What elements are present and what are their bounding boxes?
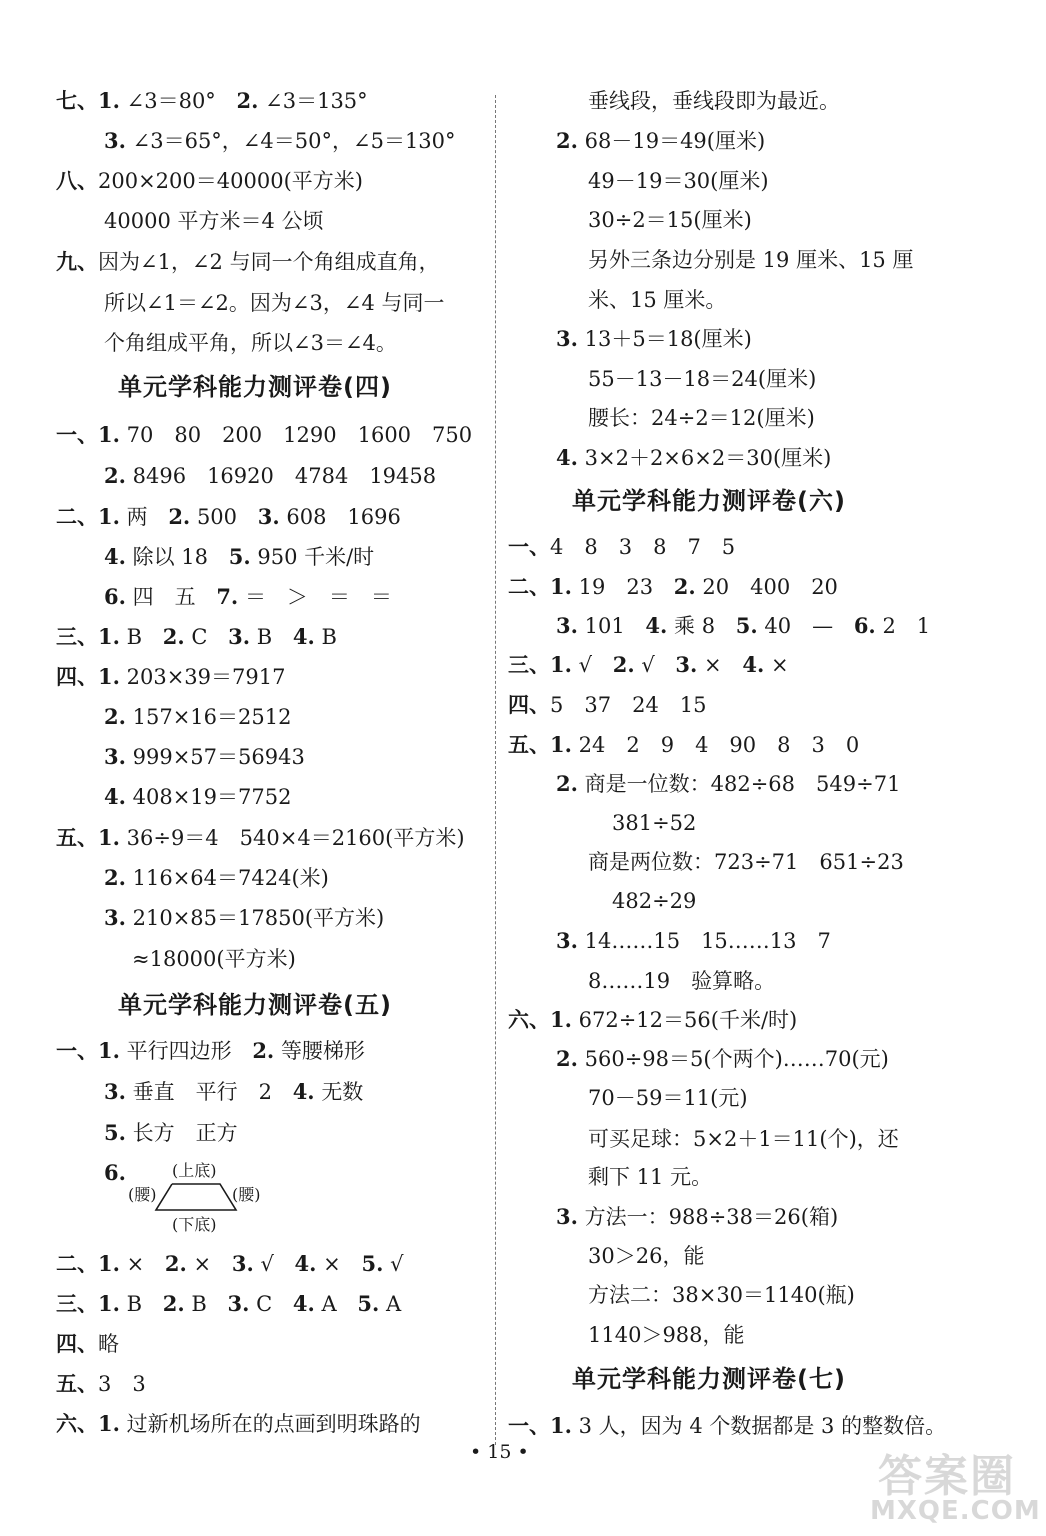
item-number: 4.	[742, 652, 765, 677]
answer-line	[56, 1249, 403, 1279]
answer-text: C	[256, 1292, 273, 1316]
item-number: 2.	[104, 463, 126, 488]
answer-line	[588, 364, 816, 394]
item-number: 5.	[357, 1291, 380, 1316]
answer-line	[556, 1202, 838, 1232]
answer-text: ×	[193, 1252, 212, 1276]
answer-text: 等腰梯形	[280, 1039, 365, 1063]
answer-line	[104, 461, 436, 491]
answer-line	[56, 247, 440, 277]
answer-text: 49－19＝30(厘米)	[588, 169, 769, 193]
answer-line	[104, 702, 291, 732]
item-number: 四、	[508, 692, 550, 717]
answer-line	[56, 86, 368, 116]
section-heading: 单元学科能力测评卷(六)	[572, 487, 846, 515]
answer-text: √	[390, 1252, 404, 1276]
answer-line	[612, 886, 696, 916]
item-number: 3.	[231, 1251, 254, 1276]
answer-text: ≈18000(平方米)	[132, 947, 296, 971]
answer-text: 560÷98＝5(个两个)……70(元)	[584, 1047, 889, 1071]
trapezoid-label-left: (腰)	[128, 1185, 157, 1204]
item-number: 2.	[673, 574, 696, 599]
answer-line	[56, 662, 285, 692]
answer-line	[132, 944, 296, 974]
answer-line	[104, 903, 384, 933]
item-number: 4.	[645, 613, 668, 638]
item-number: 3.	[556, 326, 578, 351]
answer-text: 8496 16920 4784 19458	[132, 464, 437, 488]
answer-text: 101	[584, 614, 625, 638]
item-number: 五、1.	[56, 825, 120, 850]
answer-line	[56, 1409, 421, 1439]
item-number: 八、	[56, 168, 98, 193]
answer-line	[588, 86, 840, 116]
answer-text: 30＞26，能	[588, 1244, 705, 1268]
answer-text: √	[260, 1252, 274, 1276]
answer-line	[588, 1241, 704, 1271]
answer-text: 13＋5＝18(厘米)	[584, 327, 752, 351]
answer-text: ＝ ＞ ＝ ＝	[244, 585, 392, 609]
item-number: 二、1.	[56, 504, 120, 529]
answer-text: 可买足球：5×2＋1＝11(个)，还	[588, 1127, 899, 1151]
answer-text: 个角组成平角，所以∠3＝∠4。	[104, 331, 397, 355]
answer-text: 平行四边形	[126, 1039, 232, 1063]
item-number: 3.	[104, 905, 126, 930]
section-heading: 单元学科能力测评卷(七)	[572, 1365, 846, 1393]
item-number: 3.	[556, 928, 578, 953]
answer-text: ∠3＝135°	[265, 89, 368, 113]
answer-text: 40 —	[764, 614, 834, 638]
answer-text: 70 80 200 1290 1600 750	[126, 423, 473, 447]
answer-text: ×	[704, 653, 722, 677]
answer-text: 米、15 厘米。	[588, 288, 727, 312]
item-number: 5.	[361, 1251, 384, 1276]
answer-line	[588, 403, 815, 433]
answer-text: B	[126, 1292, 143, 1316]
answer-text: 略	[98, 1332, 119, 1356]
answer-line	[104, 206, 324, 236]
answer-text: A	[321, 1292, 337, 1316]
answer-line	[588, 1162, 712, 1192]
answer-line	[588, 1280, 855, 1310]
answer-text: 381÷52	[612, 811, 697, 835]
answer-text: 672÷12＝56(千米/时)	[578, 1008, 798, 1032]
item-number: 二、1.	[56, 1251, 120, 1276]
answer-text: 1140＞988，能	[588, 1323, 745, 1347]
answer-text: 方法一：988÷38＝26(箱)	[584, 1205, 839, 1229]
item-number: 2.	[252, 1038, 275, 1063]
answer-line	[556, 126, 765, 156]
item-number: 4.	[556, 445, 578, 470]
item-number: 一、	[508, 534, 550, 559]
answer-text: √	[578, 653, 593, 677]
answer-line	[588, 966, 775, 996]
item-number: 3.	[675, 652, 698, 677]
answer-line	[56, 166, 363, 196]
answer-text: 3×2＋2×6×2＝30(厘米)	[584, 446, 832, 470]
item-number: 2.	[162, 624, 185, 649]
answer-line	[56, 1329, 119, 1359]
answer-line	[56, 622, 337, 652]
item-number: 5.	[104, 1120, 126, 1145]
answer-line	[104, 782, 291, 812]
trapezoid-diagram	[128, 1158, 278, 1236]
page-number: • 15 •	[470, 1441, 529, 1463]
answer-text: 8……19 验算略。	[588, 969, 776, 993]
item-number: 六、1.	[508, 1007, 572, 1032]
item-number: 4.	[292, 1291, 315, 1316]
item-number: 4.	[104, 784, 126, 809]
answer-text: 68－19＝49(厘米)	[584, 129, 766, 153]
answer-text: 19 23	[578, 575, 654, 599]
item-number: 6.	[104, 584, 126, 609]
trapezoid-label-bottom: (下底)	[172, 1215, 217, 1234]
answer-line	[56, 823, 465, 853]
item-number: 2.	[556, 1046, 578, 1071]
answer-text: 200×200＝40000(平方米)	[98, 169, 363, 193]
answer-text: 24 2 9 4 90 8 3 0	[578, 733, 860, 757]
answer-line	[56, 1036, 365, 1066]
item-number: 三、1.	[56, 624, 120, 649]
watermark-url: MXQE.COM	[870, 1496, 1041, 1526]
answer-text: 商是两位数：723÷71 651÷23	[588, 850, 904, 874]
answer-line	[556, 1044, 889, 1074]
answer-line	[508, 532, 735, 562]
answer-text: 36÷9＝4 540×4＝2160(平方米)	[126, 826, 465, 850]
answer-text: 3 3	[98, 1372, 146, 1396]
answer-line	[556, 769, 900, 799]
answer-text: 30÷2＝15(厘米)	[588, 208, 752, 232]
answer-text: √	[641, 653, 655, 677]
answer-line	[508, 690, 707, 720]
answer-line	[588, 1124, 899, 1154]
item-number: 一、1.	[508, 1413, 572, 1438]
answer-text: 腰长：24÷2＝12(厘米)	[588, 406, 815, 430]
item-number: 2.	[556, 128, 578, 153]
answer-line	[56, 502, 401, 532]
answer-line	[56, 1369, 146, 1399]
answer-text: 两	[126, 505, 148, 529]
answer-text: 四 五	[132, 585, 196, 609]
answer-text: 14……15 15……13 7	[584, 929, 831, 953]
item-number: 6.	[853, 613, 876, 638]
item-number: 2.	[612, 652, 635, 677]
answer-text: ×	[126, 1252, 145, 1276]
trapezoid-label-top: (上底)	[172, 1161, 217, 1180]
answer-text: 垂直 平行 2	[132, 1080, 272, 1104]
item-number: 五、1.	[508, 732, 572, 757]
item-number: 五、	[56, 1371, 98, 1396]
answer-line	[556, 324, 752, 354]
item-number: 2.	[556, 771, 578, 796]
item-number: 3.	[104, 744, 126, 769]
answer-text: A	[386, 1292, 402, 1316]
answer-text: ×	[323, 1252, 341, 1276]
trapezoid-outline	[156, 1184, 236, 1210]
item-number: 2.	[104, 865, 126, 890]
answer-line	[508, 572, 838, 602]
item-number: 4.	[292, 1079, 315, 1104]
answer-text: ∠3＝80°	[126, 89, 216, 113]
answer-text: 608 1696	[286, 505, 401, 529]
watermark-text: 答案圈	[878, 1451, 1016, 1502]
section-heading: 单元学科能力测评卷(五)	[118, 991, 392, 1019]
answer-text: 500	[196, 505, 238, 529]
answer-text: B	[321, 625, 337, 649]
answer-line	[104, 582, 392, 612]
item-number: 3.	[104, 1079, 126, 1104]
answer-line	[508, 650, 789, 680]
item-number: 2.	[168, 504, 191, 529]
answer-line	[104, 1118, 238, 1148]
item-number: 5.	[735, 613, 758, 638]
answer-line	[556, 443, 831, 473]
answer-text: 垂线段，垂线段即为最近。	[588, 89, 840, 113]
answer-text: ×	[770, 653, 789, 677]
item-number: 2.	[164, 1251, 187, 1276]
item-number: 四、1.	[56, 664, 120, 689]
answer-line	[508, 730, 859, 760]
item-number: 2.	[104, 704, 126, 729]
answer-text: 203×39＝7917	[126, 665, 286, 689]
item-number: 2.	[236, 88, 259, 113]
item-number: 3.	[228, 624, 251, 649]
answer-line	[588, 205, 752, 235]
answer-line	[588, 1320, 745, 1350]
answer-text: B	[126, 625, 143, 649]
answer-text: 116×64＝7424(米)	[132, 866, 329, 890]
answer-text: 长方 正方	[132, 1121, 238, 1145]
item-number: 三、1.	[56, 1291, 120, 1316]
watermark-logo	[860, 1440, 1040, 1532]
answer-text: 408×19＝7752	[132, 785, 292, 809]
answer-text: C	[191, 625, 208, 649]
item-number: 3.	[104, 128, 126, 153]
answer-text: 方法二：38×30＝1140(瓶)	[588, 1283, 855, 1307]
answer-line	[104, 126, 456, 156]
answer-line	[588, 285, 726, 315]
item-number: 一、1.	[56, 422, 120, 447]
answer-text: 2 1	[882, 614, 931, 638]
answer-text: 过新机场所在的点画到明珠路的	[126, 1412, 421, 1436]
item-number: 4.	[104, 544, 126, 569]
item-number: 6.	[104, 1160, 126, 1185]
item-number: 二、1.	[508, 574, 572, 599]
answer-text: 55－13－18＝24(厘米)	[588, 367, 817, 391]
section-heading: 单元学科能力测评卷(四)	[118, 373, 392, 401]
answer-text: 乘 8	[674, 614, 716, 638]
answer-text: B	[191, 1292, 207, 1316]
answer-line	[56, 420, 472, 450]
answer-line	[104, 288, 445, 318]
column-divider	[495, 95, 496, 1445]
answer-line	[588, 166, 769, 196]
answer-line	[612, 808, 696, 838]
answer-line	[588, 1083, 748, 1113]
answer-text: ∠3＝65°，∠4＝50°，∠5＝130°	[132, 129, 456, 153]
item-number: 六、1.	[56, 1411, 120, 1436]
answer-text: 5 37 24 15	[550, 693, 707, 717]
answer-line	[508, 1005, 797, 1035]
answer-text: 950 千米/时	[257, 545, 375, 569]
item-number: 4.	[294, 1251, 317, 1276]
answer-text: B	[256, 625, 273, 649]
answer-text: 40000 平方米＝4 公顷	[104, 209, 324, 233]
answer-line	[104, 1158, 126, 1188]
answer-text: 210×85＝17850(平方米)	[132, 906, 385, 930]
answer-text: 999×57＝56943	[132, 745, 305, 769]
item-number: 2.	[162, 1291, 185, 1316]
answer-line	[556, 926, 831, 956]
answer-line	[104, 742, 305, 772]
answer-text: 157×16＝2512	[132, 705, 292, 729]
answer-text: 3 人，因为 4 个数据都是 3 的整数倍。	[578, 1414, 947, 1438]
item-number: 四、	[56, 1331, 98, 1356]
item-number: 3.	[556, 613, 578, 638]
answer-text: 另外三条边分别是 19 厘米、15 厘	[588, 248, 914, 272]
item-number: 3.	[257, 504, 280, 529]
answer-line	[56, 1289, 401, 1319]
answer-text: 因为∠1，∠2 与同一个角组成直角，	[98, 250, 440, 274]
answer-line	[588, 245, 913, 275]
item-number: 7.	[216, 584, 239, 609]
answer-text: 所以∠1＝∠2。因为∠3，∠4 与同一	[104, 291, 445, 315]
answer-text: 无数	[321, 1080, 364, 1104]
item-number: 九、	[56, 249, 98, 274]
answer-line	[104, 542, 374, 572]
answer-text: 70－59＝11(元)	[588, 1086, 748, 1110]
item-number: 3.	[556, 1204, 578, 1229]
answer-text: 除以 18	[132, 545, 209, 569]
item-number: 七、1.	[56, 88, 120, 113]
answer-line	[556, 611, 930, 641]
item-number: 3.	[227, 1291, 250, 1316]
answer-line	[508, 1411, 946, 1441]
answer-line	[104, 863, 329, 893]
answer-text: 4 8 3 8 7 5	[550, 535, 736, 559]
answer-text: 商是一位数：482÷68 549÷71	[584, 772, 901, 796]
trapezoid-label-right: (腰)	[232, 1185, 261, 1204]
item-number: 4.	[292, 624, 315, 649]
item-number: 三、1.	[508, 652, 572, 677]
answer-text: 剩下 11 元。	[588, 1165, 713, 1189]
item-number: 5.	[228, 544, 251, 569]
answer-text: 20 400 20	[702, 575, 838, 599]
answer-line	[104, 1077, 363, 1107]
item-number: 一、1.	[56, 1038, 120, 1063]
answer-text: 482÷29	[612, 889, 697, 913]
answer-line	[104, 328, 397, 358]
answer-line	[588, 847, 904, 877]
